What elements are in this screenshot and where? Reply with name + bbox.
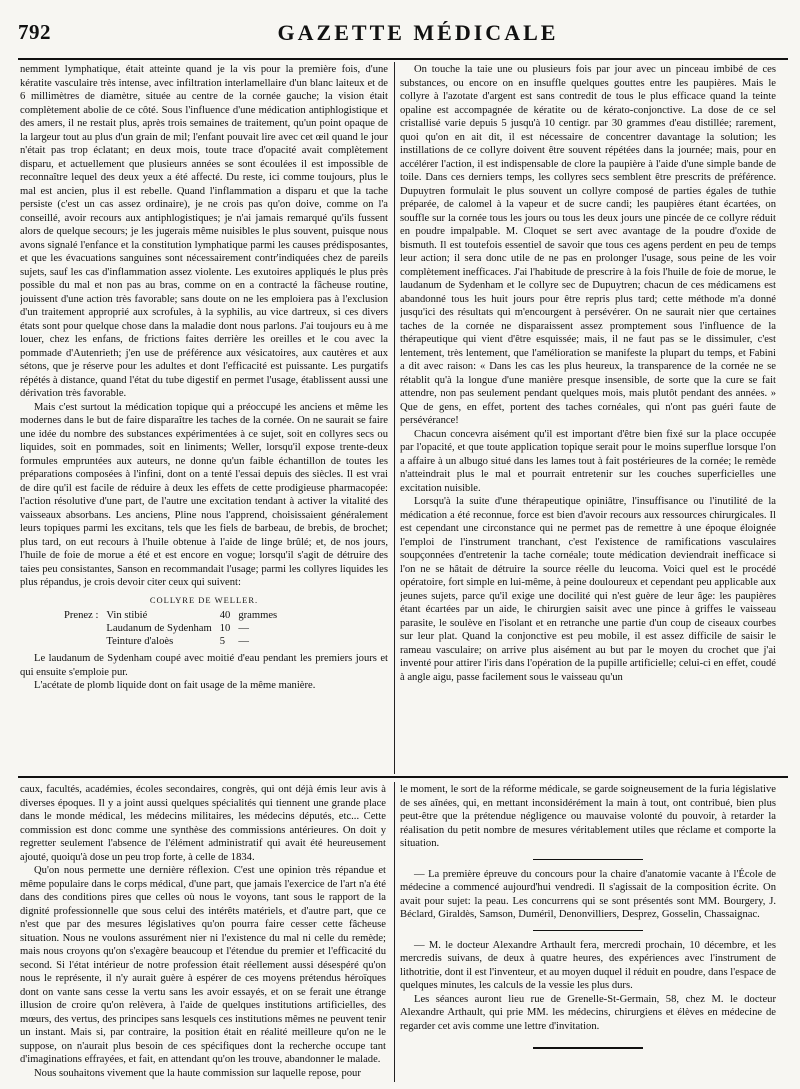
formula-item: Teinture d'aloès <box>106 636 174 647</box>
paragraph: L'acétate de plomb liquide dont on fait usage de la même manière. <box>34 680 316 691</box>
column-divider <box>394 62 395 774</box>
end-rule <box>533 1047 643 1049</box>
paragraph: Qu'on nous permette une dernière réflexion. C'est une opinion très répandue et même populaire dans le corps médical, d'une part, que jamais l'exercice de l'art n'a été dans des conditions pires que celles où nous le voyons, tant sous le rapport de la dignité professionnelle que sous celui des intérêts matériels, et d'autre part, que ce n'est que par des mesures législatives qu'on pourra faire cesser cette fâcheuse situation. Nous ne voulons assurément nier ni l'existence du mal ni celle du remède; mais nous croyons qu'on s'exagère beaucoup et l'étendue du premier et l'efficacité du second. Si l'état intérieur de notre profession était réellement aussi désespéré qu'on nous le représente, il n'y aurait guère à espérer de ces moyens prétendus héroïques dont on vante sans cesse la vertu sans les avoir essayés, et on se ferait une étrange illusion de croire qu'on relèvera, à l'aide de quelques institutions artificielles, des mœurs, des vertus, des principes sans lesquels ces institutions mêmes ne peuvent tenir un instant. Mais si, par contraire, la position était en réalité meilleure qu'on ne le suppose, on n'aurait plus besoin de ces spécifiques dont la recherche occupe tant d'imaginations effrayées, et fait, en attendant qu'on les trouve, abandonner le malade. <box>20 865 386 1065</box>
column-left-bottom <box>20 783 386 1083</box>
formula-row <box>60 622 281 635</box>
formula-qty: 5 <box>219 636 226 647</box>
column-divider <box>394 782 395 1082</box>
header-rule <box>18 58 788 60</box>
formula-row <box>60 635 281 648</box>
paragraph: Chacun concevra aisément qu'il est important d'être bien fixé sur la place occupée par l'opacité, et que toute application topique serait pour le moins superflue lorsque l'on a affaire à un albugo situé dans les lames tout à fait postérieures de la cornée; le remède n'atteindrait plus le mal et pourrait entretenir sur les couches superficielles une excitation nuisible. <box>400 428 776 494</box>
separator-rule <box>533 859 643 860</box>
paragraph: Nous souhaitons vivement que la haute commission sur laquelle repose, pour <box>34 1067 361 1079</box>
journal-title: GAZETTE MÉDICALE <box>277 20 559 45</box>
paragraph: Le laudanum de Sydenham coupé avec moitié d'eau pendant les premiers jours et qui ensuite s'emploie pur. <box>20 653 388 678</box>
formula-row <box>60 609 281 622</box>
separator-rule <box>533 930 643 931</box>
formula-lead: Prenez : <box>64 610 99 621</box>
formula-table <box>60 609 281 648</box>
formula-title: COLLYRE DE WELLER. <box>149 594 259 605</box>
formula-unit: grammes <box>238 610 278 621</box>
paragraph: caux, facultés, académies, écoles secondaires, congrès, qui ont déjà émis leur avis à diverses époques. Il y a joint aussi quelques spécialités qui tiennent une grande place dans le monde médical, les médecins militaires, les médecins députés, etc... Cette commission est donc comme une synthèse des commissions antérieures. On doit y regretter seulement l'absence de l'élément administratif qui avait été heureusement ajouté, quoiqu'à dose un peu trop forte, à celle de 1834. <box>20 784 386 863</box>
paragraph: nemment lymphatique, était atteinte quand je la vis pour la première fois, d'une kératite vasculaire très intense, avec infiltration interlamellaire d'un blanc laiteux et de 6 millimètres de diamètre, située au centre de la cornée gauche; la vision était complètement abolie de ce côté. Sous l'influence d'une médication antiphlogistique et des amers, il ne restait plus, après trois semaines de traitement, qu'un point opaque de la largeur tout au plus d'un grain de mil; l'enfant pouvait lire avec cet œil quand le jour n'était pas trop éclatant; en deux mois, toute trace d'opacité avait complètement disparu, et actuellement que plusieurs années se sont écoulées il est impossible de reconnaître lequel des deux yeux a été affecté. Du reste, ici comme toujours, plus le mal est ancien, plus il est rebelle. Quand l'inflammation a disparu et que la tache persiste (c'est un cas assez ordinaire), je ne crois pas qu'on doive, comme on l'a conseillé, avoir recours aux antiphlogistiques; je n'ai jamais remarqué qu'ils fussent alors de quelque secours; je les jugerais même nuisibles le plus souvent, puisque nous avons signalé l'enfance et la constitution lymphatique parmi les causes prédisposantes, et que les évacuations sanguines sont nécessairement contr'indiquées chez de pareils sujets, sauf les cas d'inflammation assez violente. Les exutoires appliqués le plus près possible du mal et non pas au bras, comme on en a contracté la fâcheuse routine, jouissent d'une action très favorable; sans doute on ne les emploiera pas à l'exclusion d'un traitement approprié aux scrofules, à la syphilis, au vice dartreux, si ces divers états sont pour quelque chose dans la maladie dont nous parlons. J'ai toujours eu à me louer, chez les enfans, de frictions faites derrière les oreilles et le cou avec la pommade d'Autenrieth; j'en use de préférence aux vésicatoires, aux cautères et aux sétons, que je réserve pour les adultes et dont l'efficacité est puissante. Les purgatifs répétés à distance, quand l'état du tube digestif en permet l'usage, établissent aussi une dérivation très favorable. <box>20 64 388 399</box>
paragraph: le moment, le sort de la réforme médicale, se garde soigneusement de la furia législative de ses aînées, qui, en mettant inconsidérément la main à tout, ont contribué, bien plus peut-être que la prétendue négligence ou mauvaise volonté du pouvoir, à retarder la réalisation du petit nombre de mesures véritablement utiles que réclame et comporte la situation. <box>400 784 776 849</box>
column-right-bottom <box>400 783 776 1083</box>
section-rule <box>18 776 788 778</box>
news-item: — M. le docteur Alexandre Arthault fera, mercredi prochain, 10 décembre, et les mercredis suivans, de deux à quatre heures, des expériences avec l'instrument de lithotritie, dont il est l'inventeur, et au moyen duquel il réduit en poudre, dans l'espace de quelques minutes, les calculs de la vessie les plus durs. <box>400 939 776 991</box>
formula-lead <box>60 635 102 648</box>
page-number: 792 <box>18 20 51 44</box>
formula-qty: 10 <box>219 623 231 634</box>
paragraph: Lorsqu'à la suite d'une thérapeutique opiniâtre, l'insuffisance ou l'inutilité de la médication a été reconnue, force est bien d'avoir recours aux ressources chirurgicales. Il est cependant une circonstance qui ne permet pas de remettre à une époque éloignée l'emploi de l'instrument tranchant, c'est l'existence de ramifications vasculaires soupçonnées d'entretenir la tache cornéale; toute médication deviendrait inefficace si l'on ne se hâtait de détruire la source réelle du leucoma. Voici quel est le procédé opératoire, fort simple en lui-même, à peine douloureux et cependant peu applicable aux jeunes sujets, parce qu'il exige une docilité qui n'est guère de leur âge: les paupières étant écartées par un aide, le chirurgien saisit avec une pince à griffes le vaisseau parasite, le soulève en l'isolant et en retranche une partie d'un coup de ciseaux courbes sur leur plat. Quand la conjonctive est peu mobile, il est assez difficile de saisir le rameau vasculaire; on arrive plus aisément au but par le moyen du crochet que j'ai inventé pour attirer l'iris dans l'opération de la pupille artificielle; celui-ci en effet, coudé à angle aigu, passe facilement sous le vaisseau qu'un <box>400 496 776 683</box>
paragraph: Mais c'est surtout la médication topique qui a préoccupé les anciens et même les modernes dans le but de faire disparaître les taches de la cornée. On ne saurait se faire une idée du nombre des substances expérimentées à ce sujet, soit en collyres secs ou liquides, soit en pommades, soit en liniments; Weller, lorsqu'il expose trente-deux formules empruntées aux auteurs, ne donne qu'un faible échantillon de toutes les préparations composées à l'infini, dont on a tenté l'essai depuis des siècles. Il est vrai de dire qu'il est facile de réduire à deux les effets de cette prodigieuse pharmacopée: l'action résolutive d'une part, de l'autre une excitation tendant à activer la vitalité des vaisseaux absorbans. Les anciens, Pline nous l'apprend, choisissaient généralement leurs topiques parmi les excitans, tels que les fiels de barbeau, de brebis, de brochet; plus tard, on eut recours à l'huile obtenue à l'aide de linge brûlé; et, de nos jours, l'huile de foie de morue a été et est encore en vogue; lorsqu'il s'agit de détruire des taies peu consistantes, Sanson en recommandait l'usage; parmi les collyres liquides les plus répandus, je crois devoir citer ceux qui suivent: <box>20 401 388 588</box>
formula-lead <box>60 622 102 635</box>
news-item: — La première épreuve du concours pour la chaire d'anatomie vacante à l'École de médecine a commencé aujourd'hui vendredi. Il s'agissait de la composition écrite. On avait pour sujet: la peau. Les concurrens qui se sont présentés sont MM. Bourgery, J. Béclard, Giraldès, Samson, Duméril, Denonvilliers, Desprez, Gosselin, Chassaignac. <box>400 868 776 920</box>
paragraph: Les séances auront lieu rue de Grenelle-St-Germain, 58, chez M. le docteur Alexandre Arthault, qui prie MM. les médecins, chirurgiens et élèves en médecine de regarder cet avis comme une lettre d'invitation. <box>400 993 776 1032</box>
paragraph: On touche la taie une ou plusieurs fois par jour avec un pinceau imbibé de ces substances, ou encore on en insuffle quelques gouttes entre les paupières. Mais le collyre à l'azotate d'argent est sans contredit de tous le plus efficace quand la teinte opaline est accompagnée de kératite ou de kérato-conjonctive. La dose de ce sel cristallisé varie depuis 5 jusqu'à 10 centigr. par 30 grammes d'eau distillée; rarement, quoi qu'on en ait dit, il est nécessaire de concentrer davantage la solution; les instillations de ce collyre doivent être souvent répétées dans la journée; mais, pour en accélérer l'action, il est indispensable de clore la paupière à l'aide d'une simple bande de toile. Dans ces derniers temps, les collyres secs semblent être prescrits de préférence. Dupuytren formulait le plus souvent un collyre composé de parties égales de tuthie préparée, de calomel à la vapeur et de sucre candi; les paupières étant écartées, on souffle sur la cornée tous les jours ou tous les deux jours une pincée de ce collyre réduit en poudre impalpable. M. Cloquet se sert avec avantage de la poudre d'oxide de bismuth. Il est toutefois essentiel de savoir que tous ces agens perdent en peu de temps leur action; il sera donc utile de ne pas en prolonger l'usage, sous peine de les voir complètement inefficaces. J'ai l'habitude de prescrire à la fois l'huile de foie de morue, le laudanum de Sydenham et le collyre sec de Dupuytren; chacun de ces médicamens est abandonné tous les huit jours pour être repris plus tard; cette méthode m'a donné jusqu'ici des résultats qui m'encourgent à persévérer. On ne saurait nier que certaines taches de la cornée ne disparaissent assez promptement sous l'influence de la thérapeutique qui vient d'être esquissée; mais, il ne faut pas se le dissimuler, c'est lentement, très lentement, que l'amélioration se manifeste la plupart du temps, et Fabini a dit avec raison: « Dans les cas les plus heureux, la transparence de la cornée ne se rétablit qu'à la longue d'une manière presque insensible, de sorte que la cure se fait attendre, non pas seulement pendant quelques mois, mais plutôt pendant des années. » Que de gens, en effet, portent des taches cornéales, qui n'ont pas guéri faute de persévérance! <box>400 64 776 426</box>
formula-qty: 40 <box>219 610 231 621</box>
formula-item: Vin stibié <box>106 610 148 621</box>
column-left-top <box>20 63 388 773</box>
column-right-top <box>400 63 776 773</box>
formula-unit: — <box>238 636 249 647</box>
formula-item: Laudanum de Sydenham <box>106 623 212 634</box>
formula-unit: — <box>238 623 249 634</box>
